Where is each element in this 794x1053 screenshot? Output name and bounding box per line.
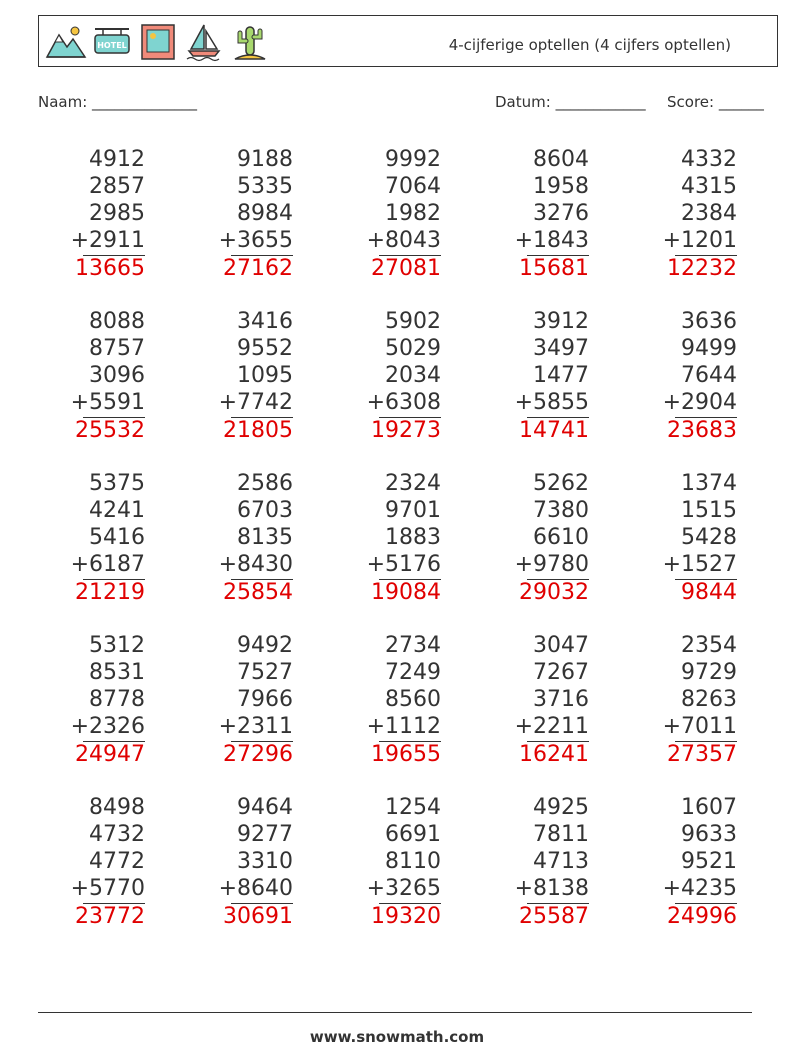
addition-problem (35, 470, 145, 606)
addend: 6703 (237, 498, 293, 523)
addend-with-plus: +1112 (366, 714, 441, 739)
addend: 1958 (533, 174, 589, 199)
addend-with-plus: +8640 (218, 876, 293, 901)
sum-line (231, 903, 293, 904)
addend: 8757 (89, 336, 145, 361)
addend: 2354 (681, 633, 737, 658)
answer: 25532 (75, 418, 145, 443)
addend: 6610 (533, 525, 589, 550)
header-icons (45, 21, 271, 63)
addend-with-plus: +5770 (70, 876, 145, 901)
footer-divider (38, 1012, 752, 1013)
footer-url[interactable]: www.snowmath.com (309, 1028, 485, 1046)
addend: 3912 (533, 309, 589, 334)
answer: 19084 (371, 580, 441, 605)
addend: 9992 (385, 147, 441, 172)
addend: 2034 (385, 363, 441, 388)
addend: 8135 (237, 525, 293, 550)
addend: 8604 (533, 147, 589, 172)
sum-line (527, 903, 589, 904)
answer: 30691 (223, 904, 293, 929)
addend: 5428 (681, 525, 737, 550)
addend: 3047 (533, 633, 589, 658)
addend: 5029 (385, 336, 441, 361)
addend: 5902 (385, 309, 441, 334)
addend: 3716 (533, 687, 589, 712)
addend: 2857 (89, 174, 145, 199)
addend-with-plus: +7011 (662, 714, 737, 739)
addend: 2586 (237, 471, 293, 496)
sum-line (379, 579, 441, 580)
addition-problem (479, 146, 589, 282)
addend: 3276 (533, 201, 589, 226)
addition-problem (331, 632, 441, 768)
sum-line (231, 255, 293, 256)
sum-line (527, 741, 589, 742)
addend: 4925 (533, 795, 589, 820)
sum-line (379, 255, 441, 256)
sum-line (527, 255, 589, 256)
addend: 8263 (681, 687, 737, 712)
sum-line (675, 741, 737, 742)
addition-problem (479, 308, 589, 444)
addend: 9552 (237, 336, 293, 361)
sum-line (379, 417, 441, 418)
sum-line (231, 579, 293, 580)
answer: 13665 (75, 256, 145, 281)
addition-problem (35, 632, 145, 768)
addition-problem (627, 794, 737, 930)
addend-with-plus: +3265 (366, 876, 441, 901)
addend-with-plus: +2311 (218, 714, 293, 739)
addend-with-plus: +2911 (70, 228, 145, 253)
addend: 2985 (89, 201, 145, 226)
mountain-icon (45, 21, 87, 63)
addend: 8560 (385, 687, 441, 712)
sum-line (675, 255, 737, 256)
sum-line (675, 579, 737, 580)
sum-line (231, 417, 293, 418)
sum-line (675, 903, 737, 904)
addend: 7267 (533, 660, 589, 685)
addition-problem (479, 632, 589, 768)
addend: 9633 (681, 822, 737, 847)
answer: 25854 (223, 580, 293, 605)
addend-with-plus: +4235 (662, 876, 737, 901)
header-box (38, 15, 778, 67)
addition-problem (627, 308, 737, 444)
addend-with-plus: +1527 (662, 552, 737, 577)
addend-with-plus: +2211 (514, 714, 589, 739)
addend: 1374 (681, 471, 737, 496)
addend: 1607 (681, 795, 737, 820)
addend: 4713 (533, 849, 589, 874)
addend-with-plus: +7742 (218, 390, 293, 415)
addend: 5416 (89, 525, 145, 550)
addend: 4732 (89, 822, 145, 847)
addend: 5375 (89, 471, 145, 496)
addend-with-plus: +6308 (366, 390, 441, 415)
answer: 21219 (75, 580, 145, 605)
addition-problem (627, 470, 737, 606)
addend: 9701 (385, 498, 441, 523)
cactus-icon (229, 21, 271, 63)
addition-problem (627, 632, 737, 768)
addend: 2384 (681, 201, 737, 226)
addend-with-plus: +5855 (514, 390, 589, 415)
addend-with-plus: +5591 (70, 390, 145, 415)
answer: 14741 (519, 418, 589, 443)
addend: 9499 (681, 336, 737, 361)
addend: 5262 (533, 471, 589, 496)
addend: 9492 (237, 633, 293, 658)
addend: 1095 (237, 363, 293, 388)
addend: 7527 (237, 660, 293, 685)
addend: 4315 (681, 174, 737, 199)
addition-problem (35, 308, 145, 444)
addition-problem (331, 470, 441, 606)
addend-with-plus: +2904 (662, 390, 737, 415)
answer: 23683 (667, 418, 737, 443)
addition-problem (479, 794, 589, 930)
answer: 19320 (371, 904, 441, 929)
answer: 21805 (223, 418, 293, 443)
addition-problem (479, 470, 589, 606)
addend: 7966 (237, 687, 293, 712)
answer: 27296 (223, 742, 293, 767)
answer: 16241 (519, 742, 589, 767)
addend-with-plus: +5176 (366, 552, 441, 577)
addition-problem (331, 794, 441, 930)
sum-line (379, 903, 441, 904)
addend-with-plus: +8430 (218, 552, 293, 577)
addition-problem (35, 146, 145, 282)
addend: 2324 (385, 471, 441, 496)
addend: 3636 (681, 309, 737, 334)
addend: 7811 (533, 822, 589, 847)
answer: 27162 (223, 256, 293, 281)
answer: 15681 (519, 256, 589, 281)
addend: 9188 (237, 147, 293, 172)
worksheet-title: 4-cijferige optellen (4 cijfers optellen) (448, 36, 731, 54)
addend: 7380 (533, 498, 589, 523)
hotel-sign-icon (91, 21, 133, 63)
addend: 3497 (533, 336, 589, 361)
addend: 9464 (237, 795, 293, 820)
addend: 8984 (237, 201, 293, 226)
addend-with-plus: +8043 (366, 228, 441, 253)
addition-problem (183, 794, 293, 930)
sum-line (527, 417, 589, 418)
addition-problem (183, 632, 293, 768)
answer: 9844 (681, 580, 737, 605)
addend: 8088 (89, 309, 145, 334)
addend: 4241 (89, 498, 145, 523)
addend: 9729 (681, 660, 737, 685)
addition-problem (331, 308, 441, 444)
addend: 3416 (237, 309, 293, 334)
addition-problem (331, 146, 441, 282)
score-field[interactable]: Score: ______ (667, 93, 764, 111)
sum-line (83, 579, 145, 580)
answer: 29032 (519, 580, 589, 605)
addend: 4912 (89, 147, 145, 172)
sum-line (379, 741, 441, 742)
addend: 4332 (681, 147, 737, 172)
addend: 7249 (385, 660, 441, 685)
addition-problem (627, 146, 737, 282)
addition-problem (35, 794, 145, 930)
answer: 19655 (371, 742, 441, 767)
addend-with-plus: +1201 (662, 228, 737, 253)
picture-frame-icon (137, 21, 179, 63)
addition-problem (183, 470, 293, 606)
addend: 7064 (385, 174, 441, 199)
answer: 25587 (519, 904, 589, 929)
sum-line (527, 579, 589, 580)
addend-with-plus: +1843 (514, 228, 589, 253)
addend: 5312 (89, 633, 145, 658)
sum-line (83, 255, 145, 256)
addend: 6691 (385, 822, 441, 847)
addend: 1254 (385, 795, 441, 820)
addend-with-plus: +2326 (70, 714, 145, 739)
date-field[interactable]: Datum: ____________ (495, 93, 646, 111)
answer: 27081 (371, 256, 441, 281)
addend: 8778 (89, 687, 145, 712)
addend-with-plus: +9780 (514, 552, 589, 577)
answer: 24996 (667, 904, 737, 929)
answer: 27357 (667, 742, 737, 767)
name-field[interactable]: Naam: ______________ (38, 93, 198, 111)
sum-line (675, 417, 737, 418)
addend-with-plus: +8138 (514, 876, 589, 901)
addend: 8531 (89, 660, 145, 685)
addition-problem (183, 308, 293, 444)
hotel-sign-text: HOTEL (97, 41, 127, 50)
addend: 9277 (237, 822, 293, 847)
answer: 23772 (75, 904, 145, 929)
addend: 4772 (89, 849, 145, 874)
addend-with-plus: +3655 (218, 228, 293, 253)
addend: 1515 (681, 498, 737, 523)
addend: 1477 (533, 363, 589, 388)
addend: 7644 (681, 363, 737, 388)
addend: 1883 (385, 525, 441, 550)
addend: 8110 (385, 849, 441, 874)
addend: 8498 (89, 795, 145, 820)
sailboat-icon (183, 21, 225, 63)
answer: 19273 (371, 418, 441, 443)
answer: 24947 (75, 742, 145, 767)
addend: 2734 (385, 633, 441, 658)
addend: 3096 (89, 363, 145, 388)
sum-line (83, 741, 145, 742)
addend: 1982 (385, 201, 441, 226)
sum-line (83, 417, 145, 418)
addition-problem (183, 146, 293, 282)
answer: 12232 (667, 256, 737, 281)
sum-line (83, 903, 145, 904)
addend: 5335 (237, 174, 293, 199)
addend-with-plus: +6187 (70, 552, 145, 577)
addend: 3310 (237, 849, 293, 874)
addend: 9521 (681, 849, 737, 874)
sum-line (231, 741, 293, 742)
